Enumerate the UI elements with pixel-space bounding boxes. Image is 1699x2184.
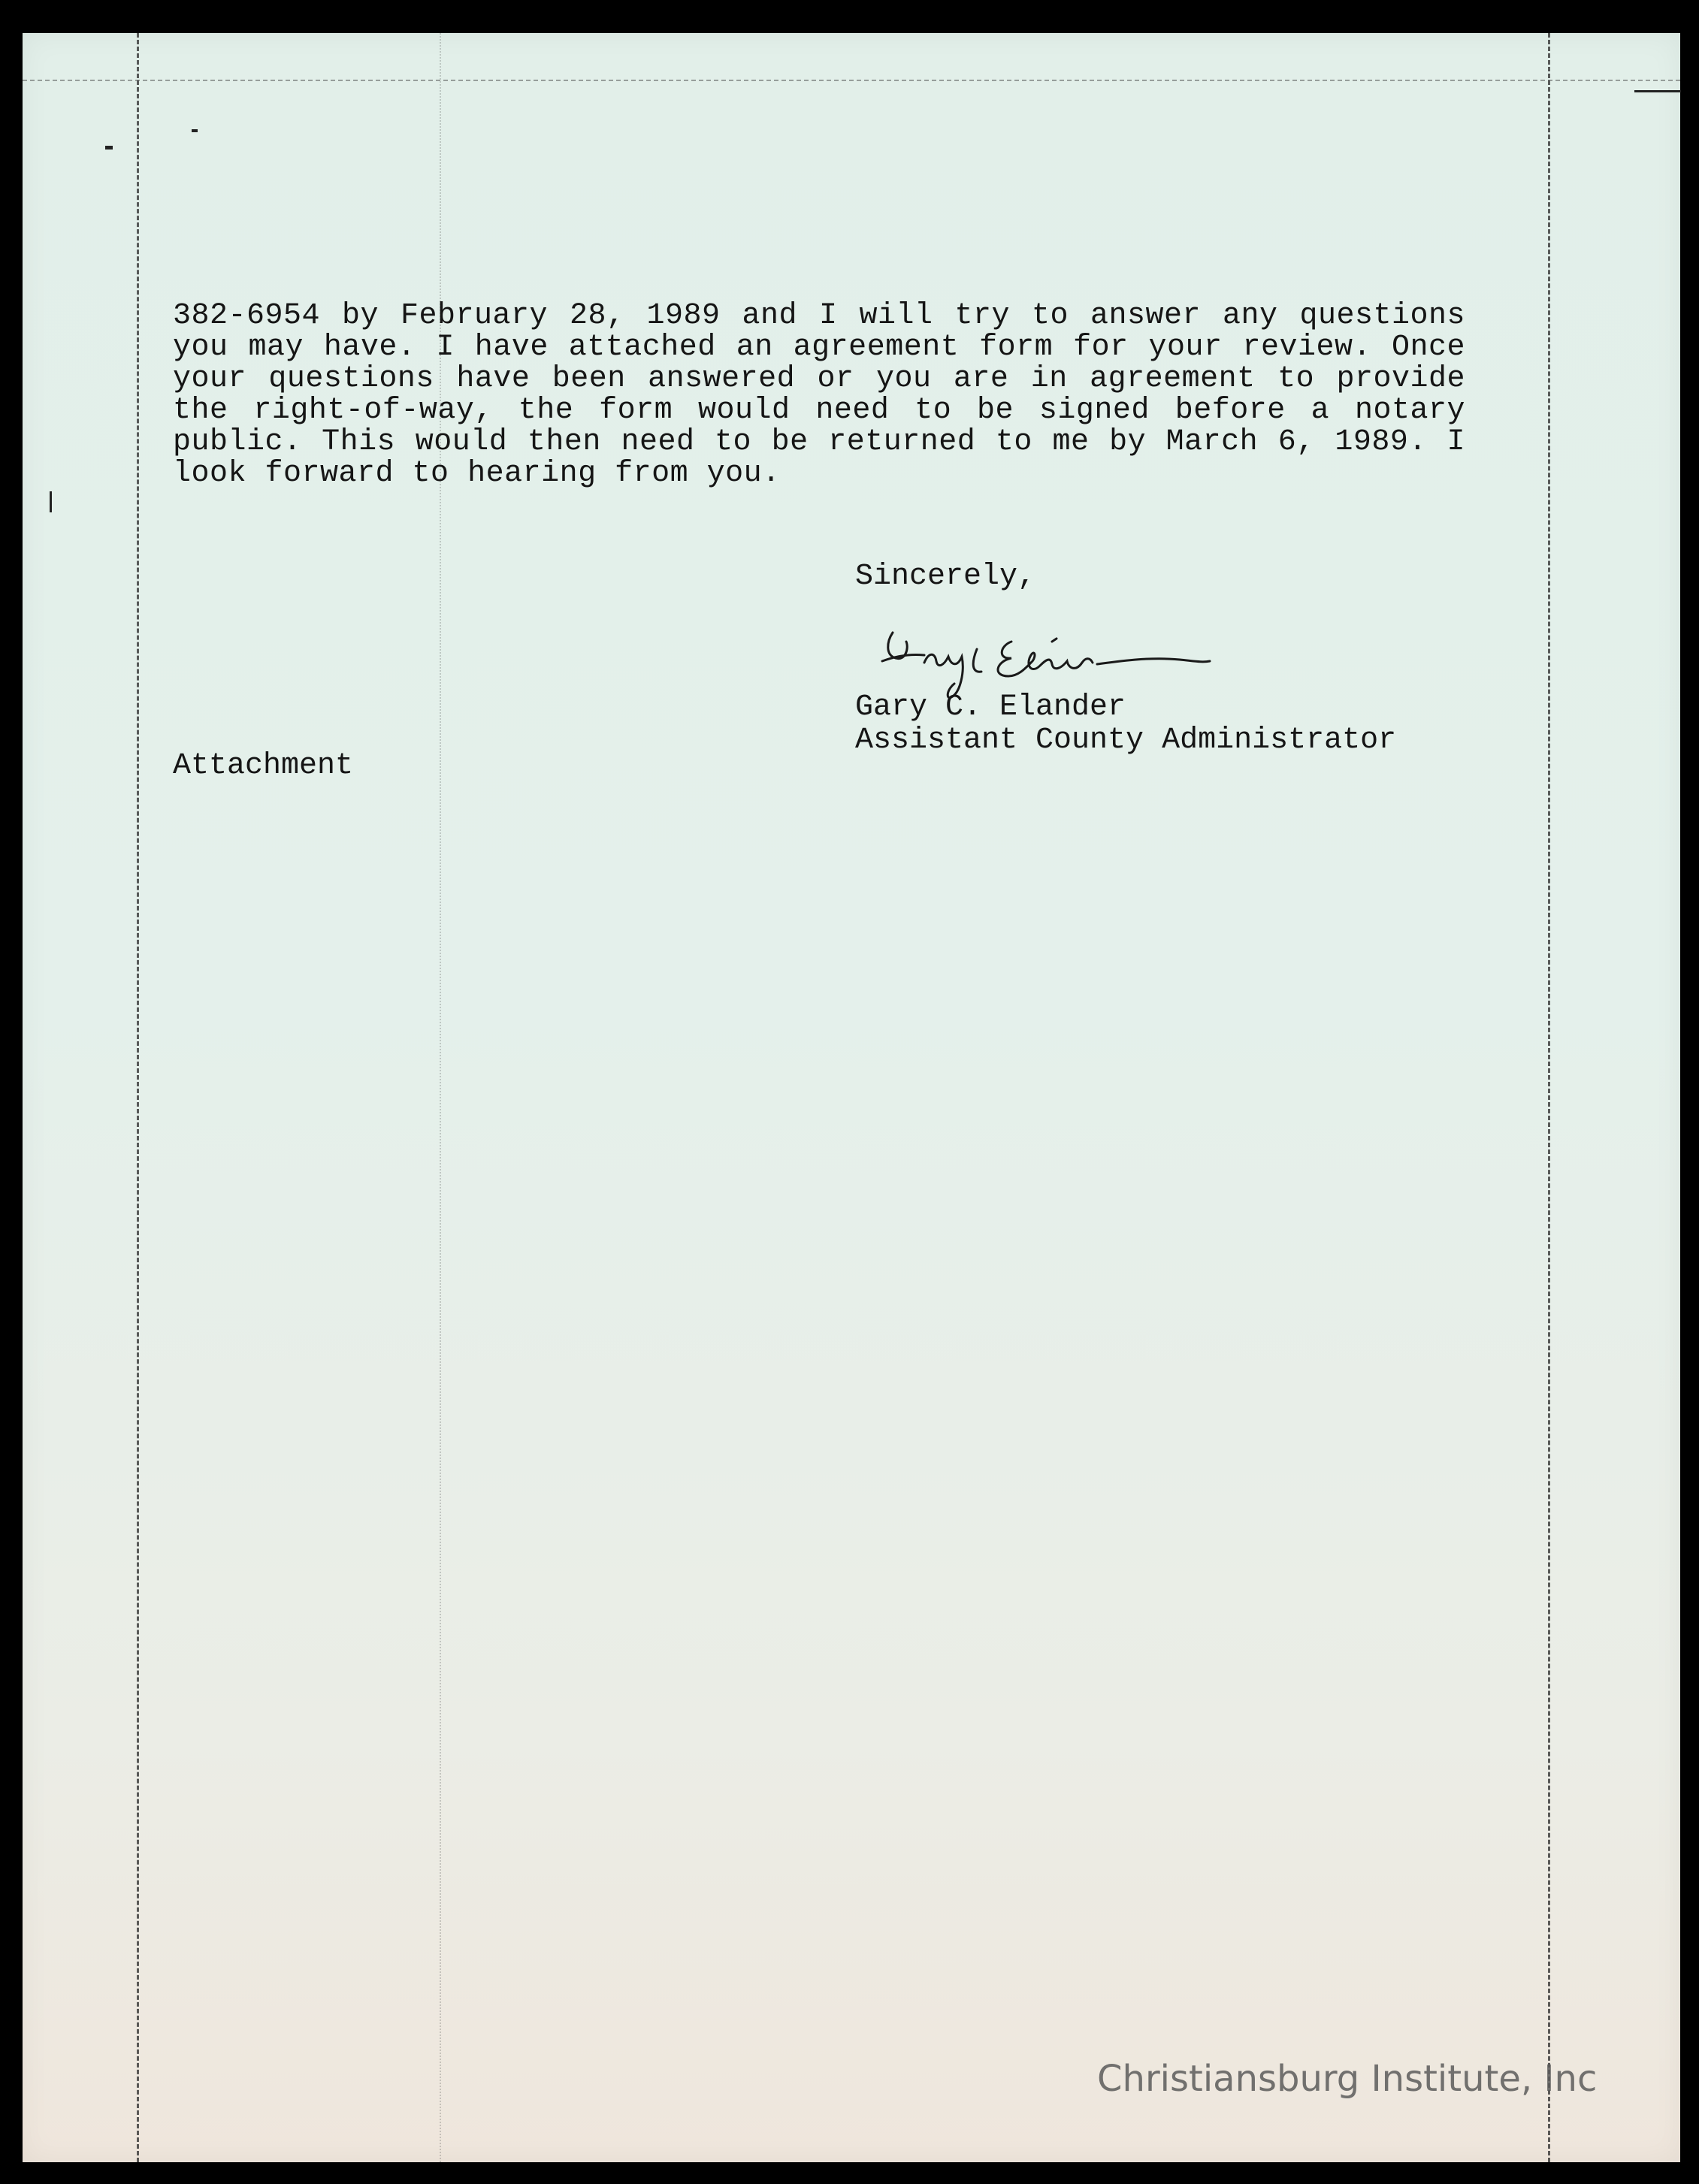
right-tractor-feed-perforation xyxy=(1548,33,1550,2162)
enclosure-notation: Attachment xyxy=(173,749,354,783)
left-tractor-feed-perforation xyxy=(137,33,139,2162)
ink-speck xyxy=(192,129,198,132)
letter-closing: Sincerely, xyxy=(855,560,1036,594)
letter-body-paragraph: 382-6954 by February 28, 1989 and I will try to answer any questions you may have. I have attached an agreement form for your review. Once your questions have been answered or you are in agreement to provide the right-of-way, the form would need to be signed before a notary public. This would then need to be returned to me by March 6, 1989. I look forward to hearing from you. xyxy=(173,299,1465,491)
ink-speck xyxy=(105,146,113,150)
ink-speck xyxy=(50,491,52,512)
archive-watermark: Christiansburg Institute, Inc xyxy=(1097,2058,1598,2100)
signer-title: Assistant County Administrator xyxy=(855,723,1397,757)
letter-page xyxy=(23,33,1680,2162)
top-perforation xyxy=(23,80,1680,81)
corner-mark xyxy=(1634,90,1681,92)
signer-name: Gary C. Elander xyxy=(855,690,1126,724)
